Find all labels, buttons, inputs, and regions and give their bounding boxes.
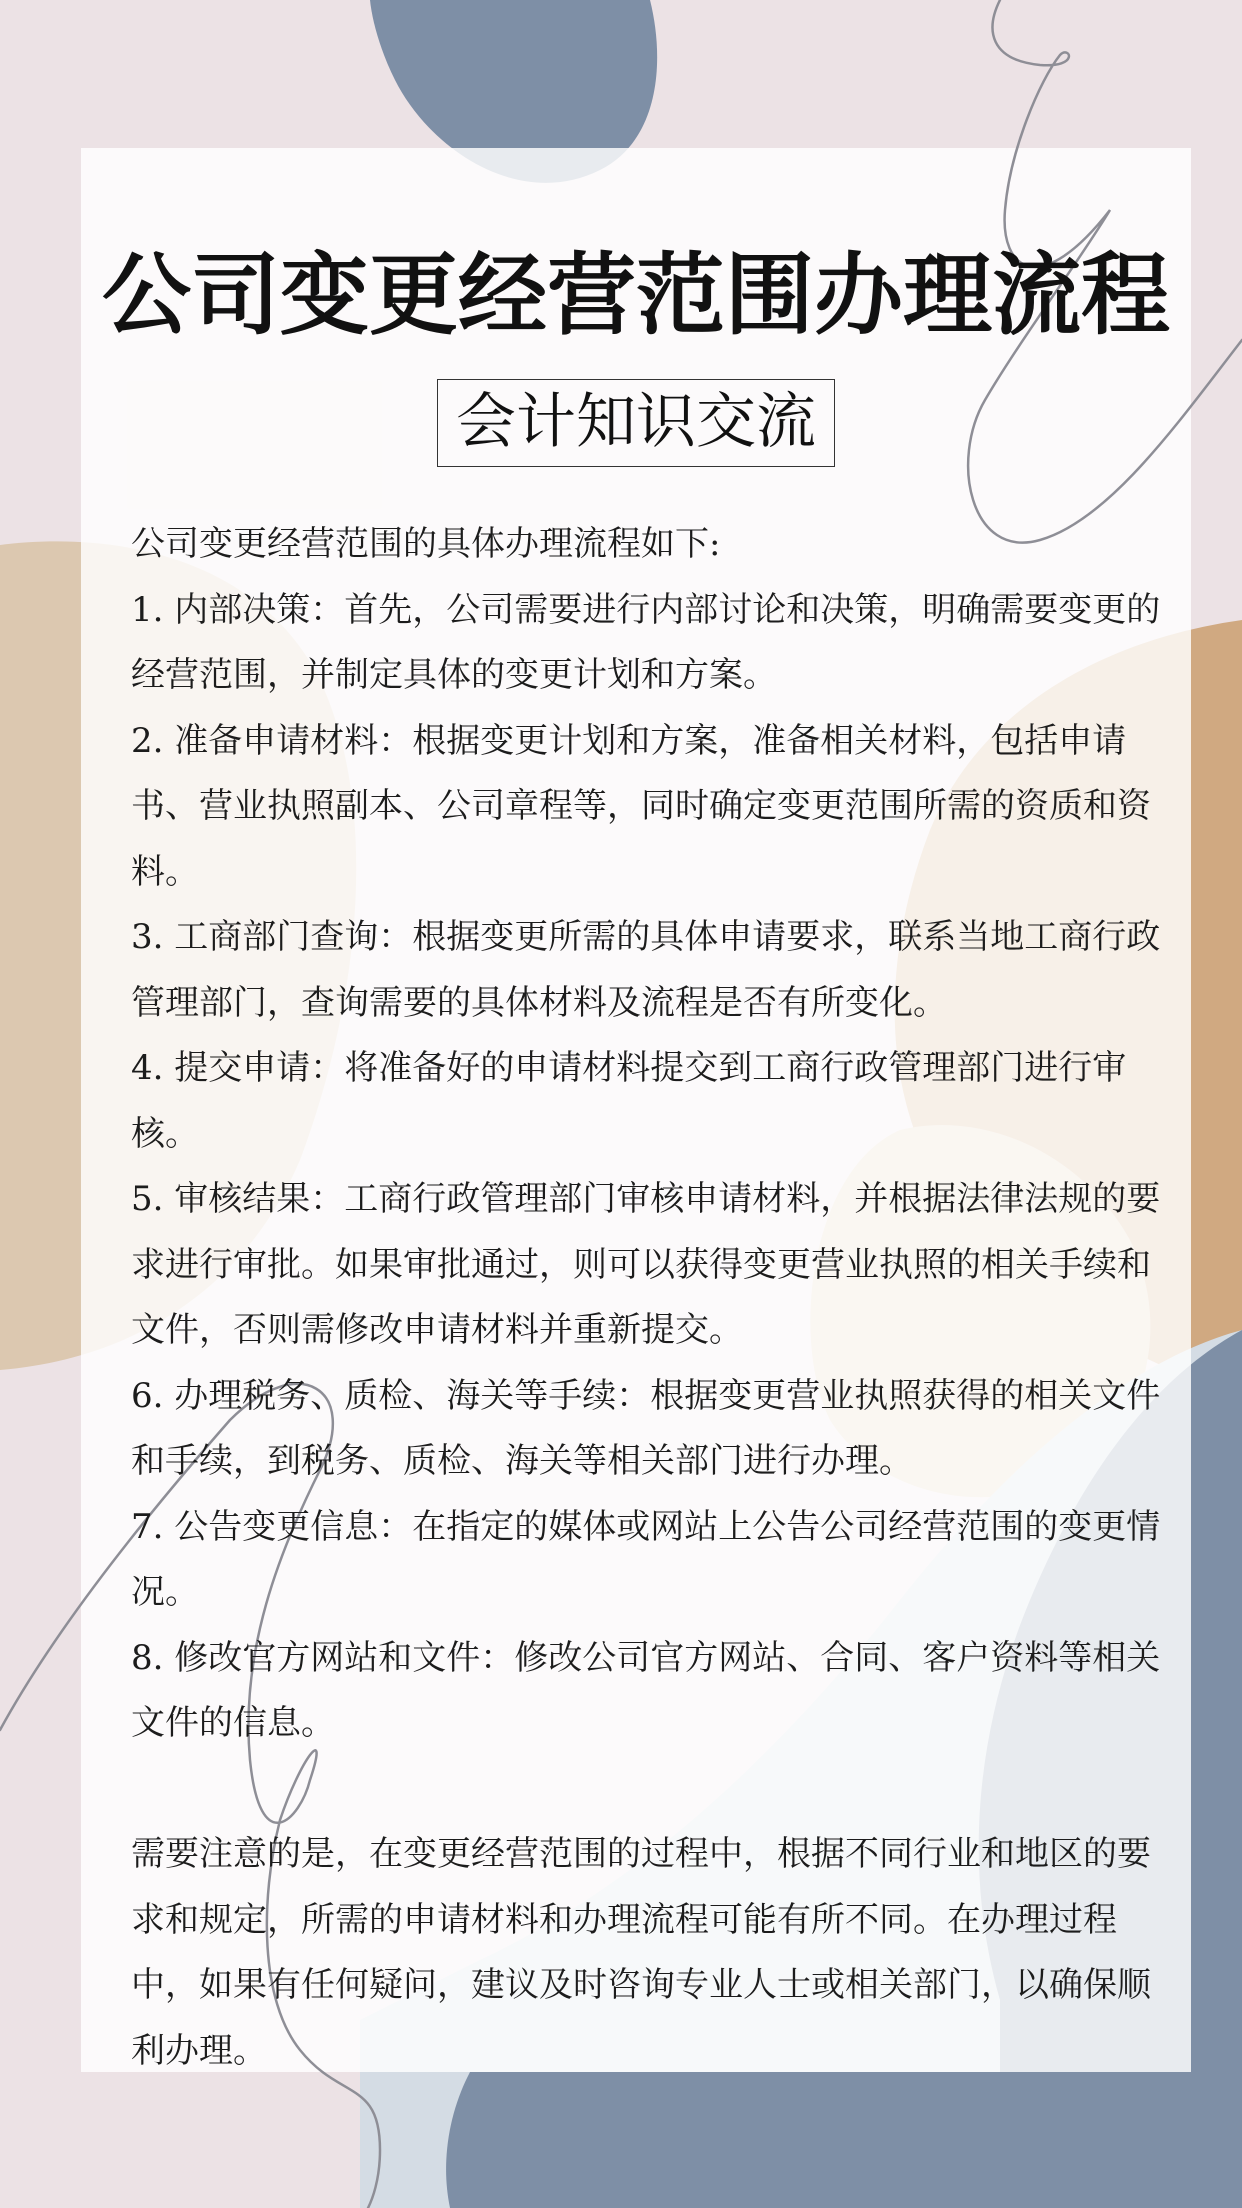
subtitle-box: 会计知识交流	[437, 379, 835, 467]
step-item-8: 8. 修改官方网站和文件：修改公司官方网站、合同、客户资料等相关文件的信息。	[131, 1637, 1161, 1743]
paragraph-gap	[131, 1757, 1161, 1823]
step-item-4: 4. 提交申请：将准备好的申请材料提交到工商行政管理部门进行审核。	[131, 1048, 1127, 1154]
step-item-3: 3. 工商部门查询：根据变更所需的具体申请要求，联系当地工商行政管理部门，查询需要的具体材料及流程是否有所变化。	[131, 917, 1161, 1023]
bottom-slate-base	[446, 2072, 1242, 2208]
step-item-2: 2. 准备申请材料：根据变更计划和方案，准备相关材料，包括申请书、营业执照副本、公司章程等，同时确定变更范围所需的资质和资料。	[131, 720, 1151, 892]
note-paragraph: 需要注意的是，在变更经营范围的过程中，根据不同行业和地区的要求和规定，所需的申请材料和办理流程可能有所不同。在办理过程中，如果有任何疑问，建议及时咨询专业人士或相关部门，以确保顺利办理。	[131, 1834, 1151, 2071]
intro-paragraph: 公司变更经营范围的具体办理流程如下:	[131, 524, 721, 564]
step-item-7: 7. 公告变更信息：在指定的媒体或网站上公告公司经营范围的变更情况。	[131, 1506, 1161, 1612]
step-item-6: 6. 办理税务、质检、海关等手续：根据变更营业执照获得的相关文件和手续，到税务、质检、海关等相关部门进行办理。	[131, 1375, 1161, 1481]
article-body	[131, 512, 1161, 2084]
step-item-1: 1. 内部决策：首先，公司需要进行内部讨论和决策，明确需要变更的经营范围，并制定具体的变更计划和方案。	[131, 589, 1161, 695]
step-item-5: 5. 审核结果：工商行政管理部门审核申请材料，并根据法律法规的要求进行审批。如果审批通过，则可以获得变更营业执照的相关手续和文件，否则需修改申请材料并重新提交。	[131, 1179, 1161, 1350]
page-title: 公司变更经营范围办理流程	[102, 243, 1170, 347]
subtitle-wrapper	[81, 379, 1191, 467]
